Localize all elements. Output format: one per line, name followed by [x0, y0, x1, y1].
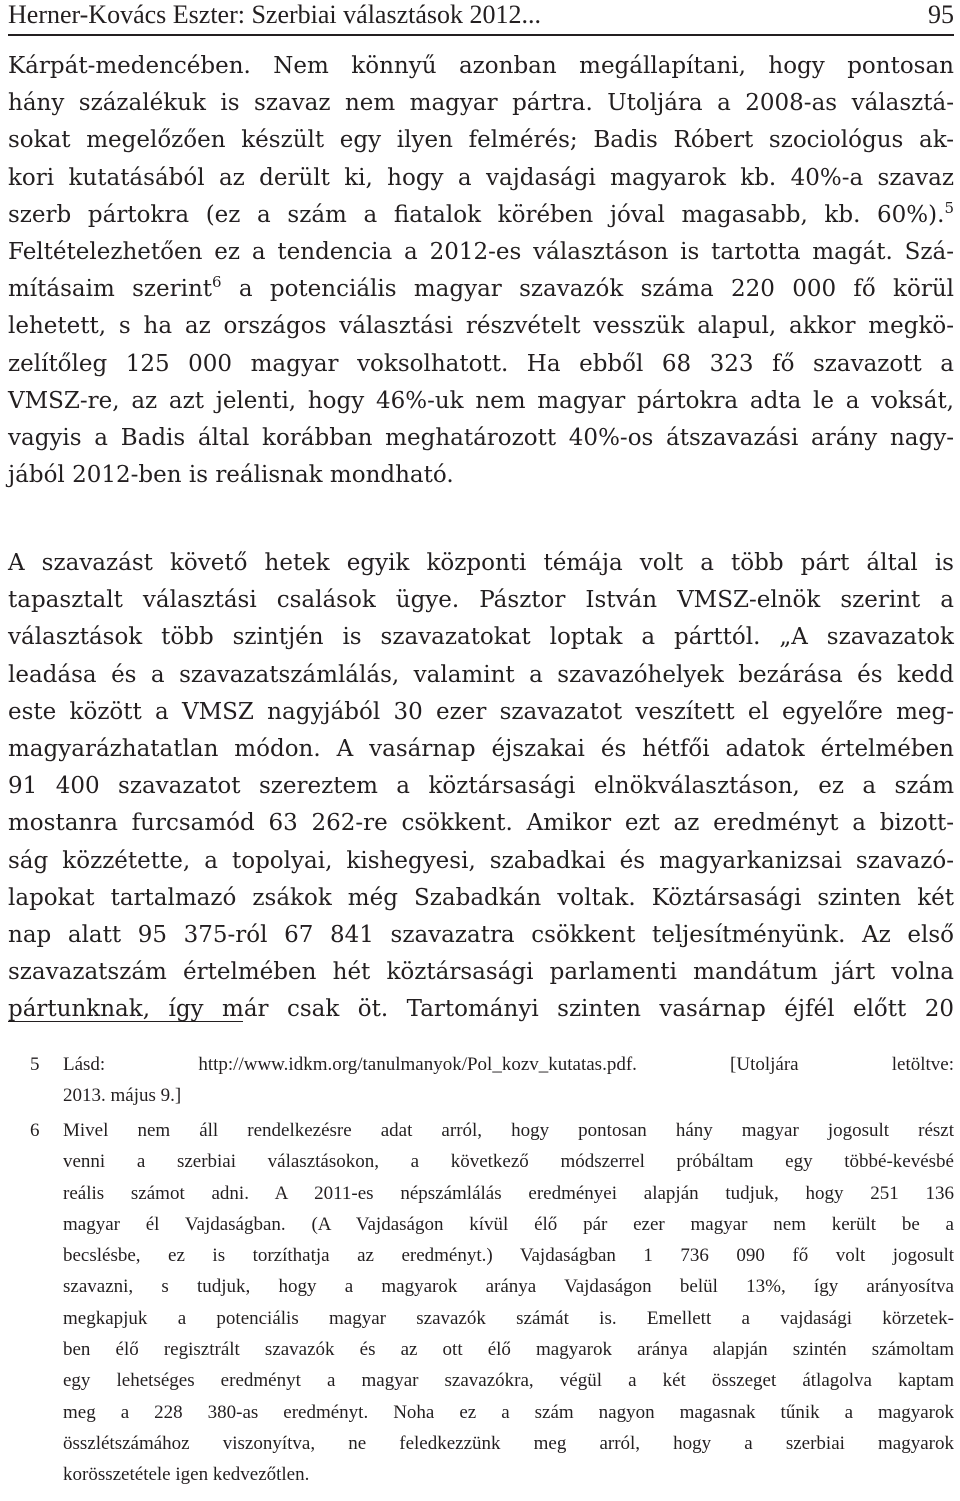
text-segment: mításaim szerint: [8, 276, 213, 303]
text-line: magyarázhatatlan módon. A vasárnap éjszakai és hétfői adatok értelmében: [8, 736, 954, 763]
footnote-body: [63, 1049, 954, 1112]
text-line: VMSZ-re, az azt jelenti, hogy 46%-uk nem magyar pártokra adta le a voksát,: [8, 387, 954, 414]
footnote-line: megkapjuk a potenciális magyar szavazók számát is. Emellett a vajdasági körzetek-: [63, 1307, 954, 1329]
text-line: sokat megelőzően készült egy ilyen felmérés; Badis Róbert szociológus ak-: [8, 127, 954, 154]
text-line: hány százalékuk is szavaz nem magyar pártra. Utoljára a 2008-as választá-: [8, 90, 954, 117]
text-line: kori kutatásából az derült ki, hogy a vajdasági magyarok kb. 40%-a szavaz: [8, 164, 954, 191]
text-line: ság közzétette, a topolyai, kishegyesi, szabadkai és magyarkanizsai szavazó-: [8, 847, 954, 874]
text-line: választások több szintjén is szavazatokat loptak a párttól. „A szavazatok: [8, 624, 954, 651]
footnote-line: magyar él Vajdaságban. (A Vajdaságon kívül élő pár ezer magyar nem került be a: [63, 1213, 954, 1235]
footnote-number: 6: [30, 1120, 40, 1141]
body-paragraph-1: [8, 48, 954, 494]
text-line: tapasztalt választási csalások ügye. Pásztor István VMSZ-elnök szerint a: [8, 587, 954, 614]
text-line: A szavazást követő hetek egyik központi témája volt a több párt által is: [8, 550, 954, 576]
text-line: szavazatszám értelmében hét köztársasági parlamenti mandátum járt volna: [8, 959, 954, 986]
footnote-line: becslésbe, ez is torzíthatja az eredményt.) Vajdaságban 1 736 090 fő volt jogosult: [63, 1245, 954, 1267]
text-line: lehetett, s ha az országos választási részvételt vesszük alapul, akkor megkö-: [8, 313, 954, 340]
text-line: lapokat tartalmazó zsákok még Szabadkán voltak. Köztársasági szinten két: [8, 884, 954, 911]
text-line: [8, 271, 954, 308]
text-line: este között a VMSZ nagyjából 30 ezer szavazatot veszített el egyelőre meg-: [8, 698, 954, 725]
page-number: 95: [928, 0, 954, 29]
text-line: jából 2012-ben is reálisnak mondható.: [8, 462, 454, 489]
text-line: vagyis a Badis által korábban meghatározott 40%-os átszavazási arány nagy-: [8, 425, 954, 452]
footnote-line: egy lehetséges eredményt a magyar szavazókra, végül a két összeget átlagolva kaptam: [63, 1370, 954, 1392]
footnote-number: 5: [30, 1054, 40, 1075]
body-paragraph-2: [8, 545, 954, 1029]
footnote-line: reális számot adni. A 2011-es népszámlálás eredményei alapján tudjuk, hogy 251 136: [63, 1182, 954, 1204]
running-title: Herner-Kovács Eszter: Szerbiai választások 2012...: [8, 0, 541, 29]
footnote-ref-5[interactable]: 5: [944, 198, 954, 217]
footnote-line: meg a 228 380-as eredményt. Noha ez a szám nagyon magasnak tűnik a magyarok: [63, 1401, 954, 1423]
text-segment: szerb pártokra (ez a szám a fiatalok körében jóval magasabb, kb. 60%).: [8, 201, 945, 228]
text-line: zelítőleg 125 000 magyar voksolhatott. Ha ebből 68 323 fő szavazott a: [8, 350, 954, 377]
text-line: Feltételezhetően ez a tendencia a 2012-es választáson is tartotta magát. Szá-: [8, 239, 954, 266]
footnote-line: szavazni, s tudjuk, hogy a magyarok aránya Vajdaságon belül 13%, így arányosítva: [63, 1276, 954, 1298]
footnote-line: ben élő regisztrált szavazók és az ott élő magyarok aránya alapján szintén számoltam: [63, 1339, 954, 1361]
text-line: nap alatt 95 375-ról 67 841 szavazatra csökkent teljesítményünk. Az első: [8, 922, 954, 949]
text-line: leadása és a szavazatszámlálás, valamint a szavazóhelyek bezárása és kedd: [8, 661, 954, 688]
text-line: [8, 197, 954, 234]
footnote-body: [63, 1115, 954, 1491]
footnote-line: Lásd: http://www.idkm.org/tanulmanyok/Pol_kozv_kutatas.pdf. [Utoljára letöltve:: [63, 1054, 954, 1075]
running-header: [8, 0, 954, 36]
text-line: Kárpát-medencében. Nem könnyű azonban megállapítani, hogy pontosan: [8, 53, 954, 79]
footnote-separator: [8, 1021, 243, 1022]
footnote-line: összlétszámához viszonyítva, ne feledkezzünk meg arról, hogy a szerbiai magyarok: [63, 1432, 954, 1454]
text-line: 91 400 szavazatot szereztem a köztársasági elnökválasztáson, ez a szám: [8, 773, 954, 800]
footnote-line: korösszetétele igen kedvezőtlen.: [63, 1464, 310, 1486]
text-line: mostanra furcsamód 63 262-re csökkent. Amikor ezt az eredményt a bizott-: [8, 810, 954, 837]
footnote-ref-6[interactable]: 6: [212, 273, 222, 292]
text-segment: a potenciális magyar szavazók száma 220 000 fő körül: [221, 276, 954, 303]
footnote-line: Mivel nem áll rendelkezésre adat arról, hogy pontosan hány magyar jogosult részt: [63, 1120, 954, 1141]
footnote-line: venni a szerbiai választásokon, a következő módszerrel próbáltam egy többé-kevésbé: [63, 1151, 954, 1173]
text-line: pártunknak, így már csak öt. Tartományi szinten vasárnap éjfél előtt 20: [8, 996, 954, 1023]
footnote-line: 2013. május 9.]: [63, 1085, 182, 1107]
